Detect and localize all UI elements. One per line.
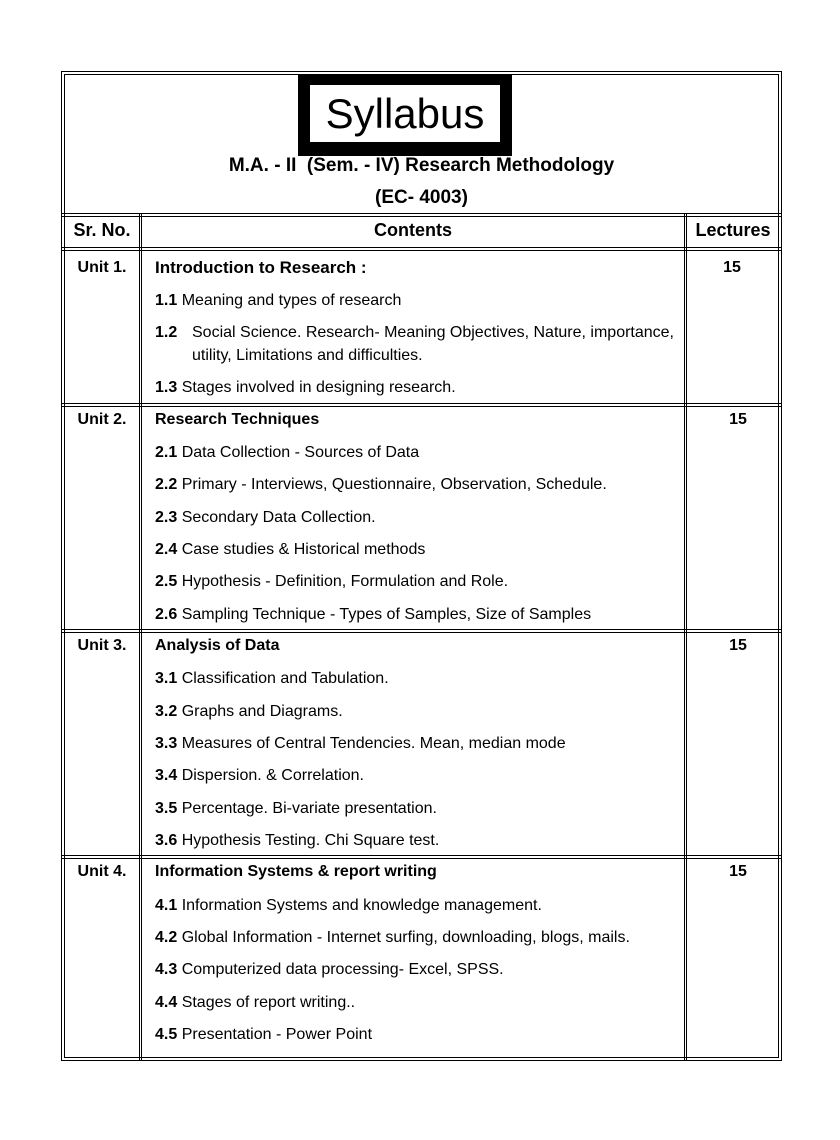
course-title: M.A. - II (Sem. - IV) Research Methodology [228,155,615,176]
item-number: 4.1 [155,897,182,914]
item-number: 1.3 [155,379,182,396]
item-text: Graphs and Diagrams. [181,703,343,720]
unit-divider [61,858,782,859]
item-text: Case studies & Historical methods [181,541,426,558]
item-text: Percentage. Bi-variate presentation. [181,800,437,817]
header-top-rule-2 [61,216,782,217]
header-bottom-rule [61,247,782,248]
item-text: Stages of report writing.. [181,994,356,1011]
list-item [155,764,685,787]
list-item [155,376,685,399]
item-number: 2.5 [155,573,182,590]
unit-lectures: 15 [729,637,747,654]
unit-divider [61,855,782,856]
item-number: 3.2 [155,703,182,720]
item-text: Dispersion. & Correlation. [181,767,364,784]
syllabus-title-box [298,75,512,156]
unit-divider [61,629,782,630]
item-text: Hypothesis Testing. Chi Square test. [181,832,440,849]
unit-label: Unit 4. [77,863,127,880]
unit-divider [61,406,782,407]
list-item [155,958,685,981]
list-item [155,894,685,917]
item-number: 2.4 [155,541,182,558]
item-number: 3.3 [155,735,182,752]
item-text: Data Collection - Sources of Data [181,444,420,461]
header-top-rule [61,213,782,214]
list-item [155,926,685,949]
item-text: Computerized data processing- Excel, SPSS. [181,961,504,978]
item-number: 4.2 [155,929,182,946]
column-separator-left-2 [141,213,142,1061]
item-number: 1.2 [155,324,178,341]
unit-label: Unit 2. [77,411,127,428]
item-number: 4.3 [155,961,182,978]
unit-lectures: 15 [729,411,747,428]
item-text: Hypothesis - Definition, Formulation and Role. [181,573,509,590]
unit-title: Analysis of Data [155,637,280,654]
item-text: Presentation - Power Point [181,1026,373,1043]
list-item [155,321,685,367]
column-header-lectures: Lectures [695,220,771,240]
column-header-contents: Contents [374,220,452,240]
item-number: 3.1 [155,670,182,687]
list-item [155,991,685,1014]
list-item [155,570,685,593]
item-number: 2.3 [155,509,182,526]
item-number: 4.5 [155,1026,182,1043]
unit-divider [61,403,782,404]
item-text: Information Systems and knowledge management. [181,897,542,914]
item-number: 3.6 [155,832,182,849]
item-text: Secondary Data Collection. [181,509,376,526]
item-text: Meaning and types of research [181,292,402,309]
item-text: Sampling Technique - Types of Samples, Size of Samples [181,606,592,623]
item-text: Stages involved in designing research. [181,379,456,396]
item-number: 3.5 [155,800,182,817]
column-header-sr-no: Sr. No. [73,220,131,240]
item-text: Global Information - Internet surfing, downloading, blogs, mails. [181,929,630,946]
course-code: (EC- 4003) [375,187,468,208]
item-number: 2.1 [155,444,182,461]
list-item [155,829,685,852]
list-item [155,289,685,312]
list-item [155,1023,685,1046]
unit-lectures: 15 [723,259,741,276]
item-number: 4.4 [155,994,182,1011]
unit-label: Unit 3. [77,637,127,654]
list-item [155,538,685,561]
unit-label: Unit 1. [77,259,127,276]
unit-lectures: 15 [729,863,747,880]
unit-divider [61,632,782,633]
list-item [155,667,685,690]
syllabus-title: Syllabus [310,85,500,142]
header-bottom-rule-2 [61,250,782,251]
item-text: Social Science. Research- Meaning Objectives, Nature, importance, utility, Limitations and difficulties. [192,324,674,364]
list-item [155,603,685,626]
list-item [155,506,685,529]
list-item [155,441,685,464]
list-item [155,700,685,723]
list-item [155,797,685,820]
item-number: 2.6 [155,606,182,623]
item-text: Classification and Tabulation. [181,670,389,687]
unit-title: Information Systems & report writing [155,863,437,880]
list-item [155,473,685,496]
item-text: Primary - Interviews, Questionnaire, Observation, Schedule. [181,476,607,493]
item-number: 1.1 [155,292,182,309]
list-item [155,732,685,755]
item-text: Measures of Central Tendencies. Mean, median mode [181,735,566,752]
unit-title: Introduction to Research : [155,258,367,277]
unit-title: Research Techniques [155,411,320,428]
item-number: 3.4 [155,767,182,784]
item-number: 2.2 [155,476,182,493]
